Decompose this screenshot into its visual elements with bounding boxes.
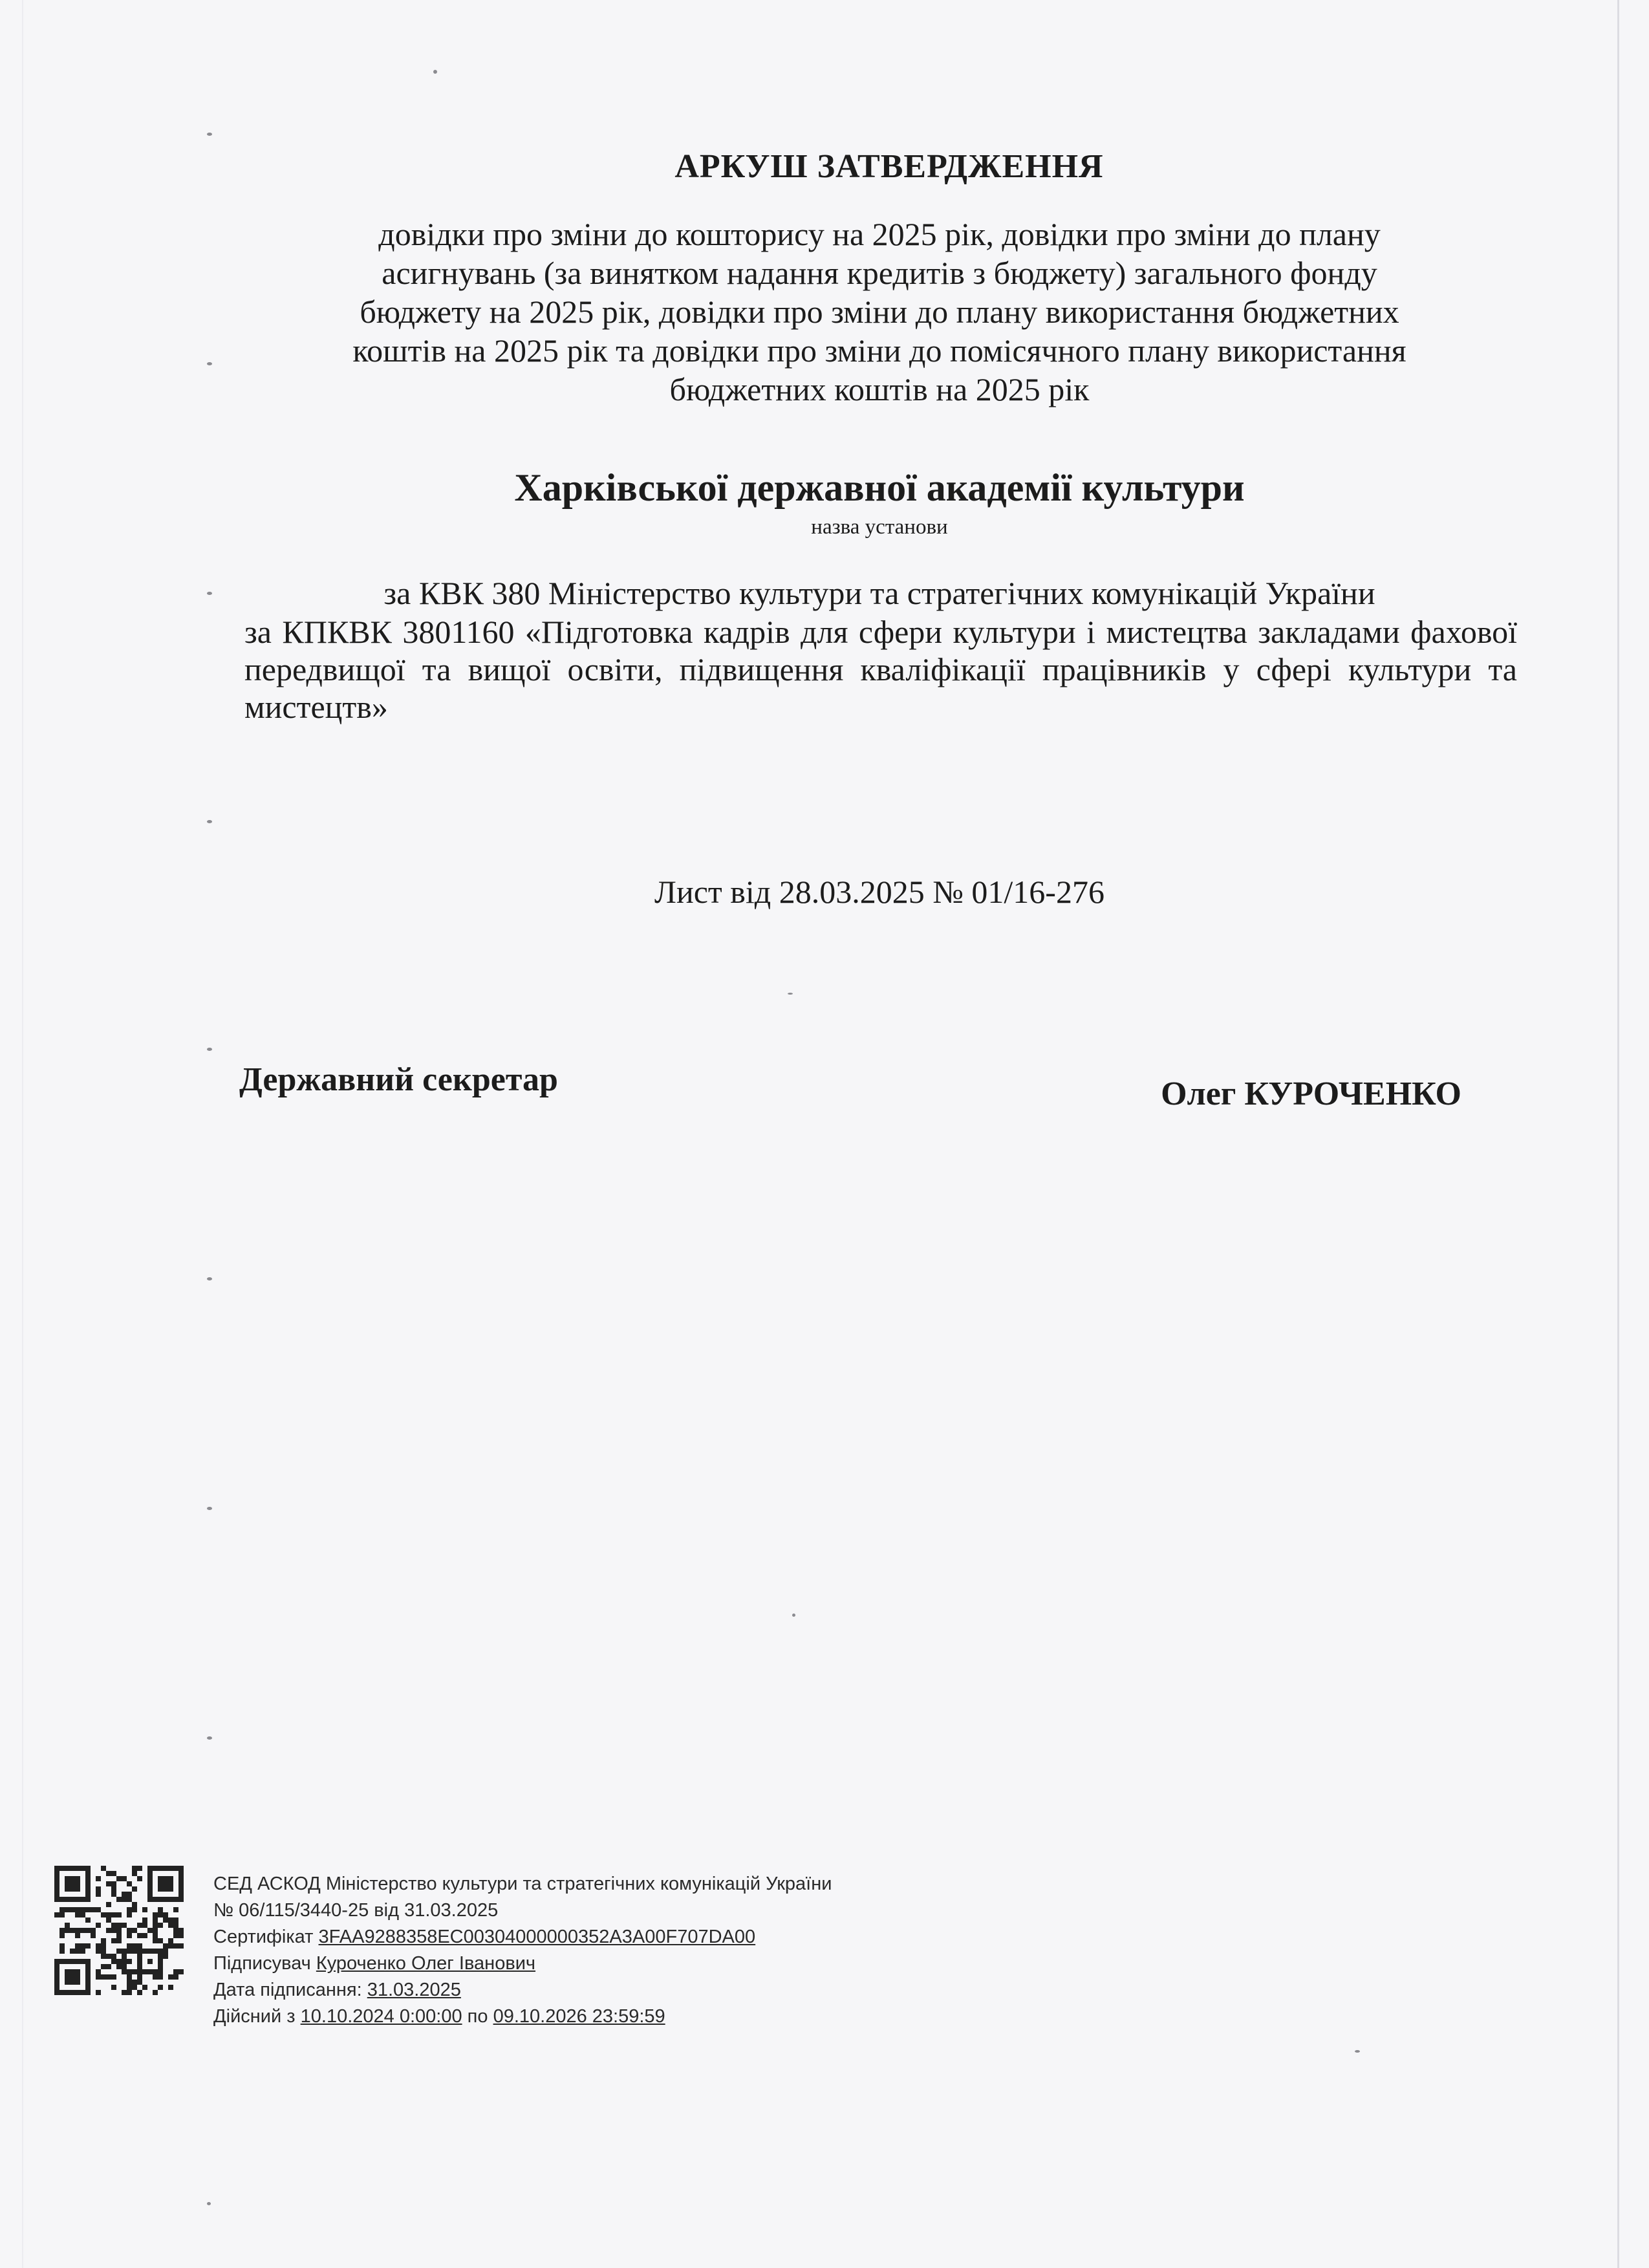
scan-speck bbox=[207, 1277, 212, 1280]
kvk-line: за КВК 380 Міністерство культури та стратегічних комунікацій України bbox=[383, 575, 1375, 611]
qr-code-icon bbox=[54, 1866, 184, 1995]
scan-speck bbox=[788, 993, 793, 995]
esign-certificate-line bbox=[213, 1924, 832, 1950]
document-subject bbox=[259, 215, 1500, 409]
scan-speck bbox=[207, 592, 212, 595]
letter-reference: Лист від 28.03.2025 № 01/16-276 bbox=[654, 874, 1105, 910]
signer-position: Державний секретар bbox=[239, 1061, 558, 1098]
esign-date-value: 31.03.2025 bbox=[367, 1980, 461, 2000]
scan-speck bbox=[207, 362, 212, 365]
esign-valid-from-label: Дійсний з bbox=[213, 2006, 296, 2027]
esign-certificate-value: 3FAA9288358EC00304000000352A3A00F707DA00 bbox=[318, 1927, 756, 1947]
esign-valid-to-value: 09.10.2026 23:59:59 bbox=[493, 2006, 665, 2027]
scan-speck bbox=[207, 1736, 212, 1740]
esign-date-line bbox=[213, 1977, 832, 2003]
scan-speck bbox=[433, 70, 437, 74]
esign-system-line bbox=[213, 1871, 832, 1897]
scan-speck bbox=[207, 2202, 211, 2205]
subject-line: коштів на 2025 рік та довідки про зміни до помісячного плану використання bbox=[352, 332, 1406, 369]
subject-line: асигнувань (за винятком надання кредитів з бюджету) загального фонду bbox=[382, 255, 1377, 291]
esign-system-org: Міністерство культури та стратегічних комунікацій України bbox=[325, 1874, 832, 1894]
document-title: АРКУШ ЗАТВЕРДЖЕННЯ bbox=[674, 148, 1104, 185]
esign-validity-line bbox=[213, 2003, 832, 2030]
subject-line: бюджету на 2025 рік, довідки про зміни до плану використання бюджетних bbox=[360, 294, 1399, 330]
esign-signer-value: Куроченко Олег Іванович bbox=[316, 1953, 536, 1974]
scan-speck bbox=[207, 133, 212, 136]
esign-valid-to-label: по bbox=[467, 2006, 488, 2027]
scan-speck bbox=[207, 1048, 212, 1051]
scan-speck bbox=[207, 820, 212, 823]
esign-system-label: СЕД АСКОД bbox=[213, 1874, 321, 1894]
institution-name: Харківської державної академії культури bbox=[514, 466, 1245, 509]
esign-signer-label: Підписувач bbox=[213, 1953, 311, 1974]
esign-certificate-label: Сертифікат bbox=[213, 1927, 314, 1947]
esign-registration: № 06/115/3440-25 від 31.03.2025 bbox=[213, 1900, 499, 1921]
scan-speck bbox=[207, 1507, 212, 1510]
esign-valid-from-value: 10.10.2024 0:00:00 bbox=[300, 2006, 462, 2027]
subject-line: довідки про зміни до кошторису на 2025 рік, довідки про зміни до плану bbox=[378, 216, 1381, 252]
scan-speck bbox=[792, 1614, 795, 1617]
signer-name: Олег КУРОЧЕНКО bbox=[1161, 1075, 1461, 1112]
esign-signer-line bbox=[213, 1950, 832, 1977]
page-right-edge bbox=[1617, 0, 1619, 2268]
esign-date-label: Дата підписання: bbox=[213, 1980, 362, 2000]
kpkvk-paragraph: за КПКВК 3801160 «Підготовка кадрів для сфери культури і мистецтва закладами фахової передвищої та вищої освіти, підвищення кваліфікації працівників у сфері культури та мистецтв» bbox=[244, 614, 1517, 725]
scan-speck bbox=[1355, 2050, 1360, 2053]
page-left-edge bbox=[22, 0, 23, 2268]
electronic-signature-block bbox=[213, 1871, 832, 2030]
institution-caption: назва установи bbox=[811, 515, 948, 539]
subject-line: бюджетних коштів на 2025 рік bbox=[669, 371, 1090, 407]
